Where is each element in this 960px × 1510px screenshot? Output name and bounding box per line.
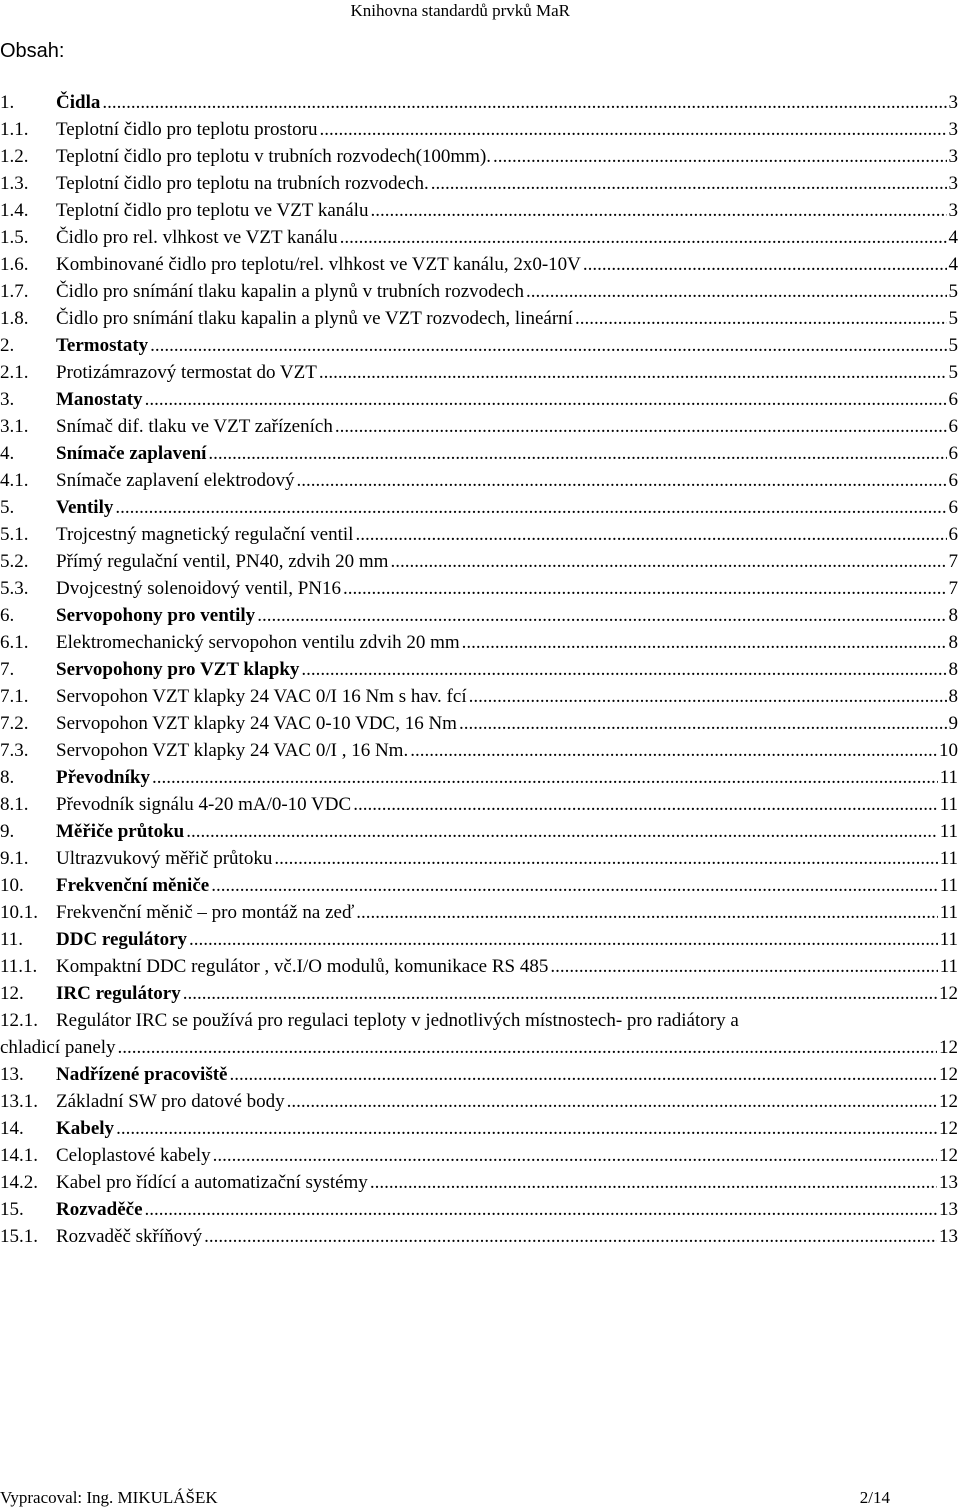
toc-leader-dots — [355, 521, 946, 548]
toc-leader-dots — [274, 845, 937, 872]
toc-number: 2.1. — [0, 362, 29, 383]
toc-title: Kabel pro řídící a automatizační systémy — [56, 1172, 368, 1193]
toc-row[interactable] — [0, 359, 960, 386]
toc-row[interactable] — [0, 1007, 960, 1034]
toc-number: 14.1. — [0, 1145, 38, 1166]
toc-leader-dots — [353, 791, 938, 818]
toc-page-number: 10 — [939, 740, 958, 761]
toc-row[interactable] — [0, 1142, 960, 1169]
toc-page-number: 8 — [948, 659, 958, 680]
toc-row[interactable] — [0, 332, 960, 359]
toc-page-number: 5 — [948, 308, 958, 329]
toc-page-number: 8 — [948, 686, 958, 707]
toc-title: Dvojcestný solenoidový ventil, PN16 — [56, 578, 341, 599]
toc-row[interactable] — [0, 1115, 960, 1142]
toc-row[interactable] — [0, 980, 960, 1007]
toc-title: Čidlo pro rel. vlhkost ve VZT kanálu — [56, 227, 338, 248]
toc-page-number: 8 — [948, 632, 958, 653]
toc-row[interactable] — [0, 413, 960, 440]
toc-page-number: 12 — [939, 1145, 958, 1166]
toc-title: DDC regulátory — [56, 929, 188, 950]
toc-page-number: 11 — [939, 875, 958, 896]
toc-page-number: 8 — [948, 605, 958, 626]
toc-number: 1.3. — [0, 173, 29, 194]
toc-leader-dots — [189, 926, 938, 953]
toc-title: Servopohon VZT klapky 24 VAC 0/I , 16 Nm. — [56, 740, 409, 761]
toc-leader-dots — [115, 494, 946, 521]
toc-page-number: 3 — [948, 200, 958, 221]
toc-page-number: 7 — [948, 551, 958, 572]
toc-row[interactable] — [0, 818, 960, 845]
toc-number: 14.2. — [0, 1172, 38, 1193]
toc-row[interactable] — [0, 737, 960, 764]
toc-row[interactable] — [0, 197, 960, 224]
toc-row[interactable] — [0, 1088, 960, 1115]
toc-row[interactable] — [0, 1196, 960, 1223]
toc-leader-dots — [526, 278, 946, 305]
toc-title: Trojcestný magnetický regulační ventil — [56, 524, 354, 545]
toc-leader-dots — [208, 440, 946, 467]
toc-page-number: 7 — [948, 578, 958, 599]
toc-leader-dots — [319, 116, 946, 143]
toc-row[interactable] — [0, 899, 960, 926]
toc-title-continuation: chladicí panely — [0, 1037, 116, 1058]
toc-number: 6. — [0, 605, 15, 626]
toc-number: 8. — [0, 767, 15, 788]
toc-number: 3.1. — [0, 416, 29, 437]
toc-page-number: 11 — [939, 848, 958, 869]
toc-page-number: 11 — [939, 956, 958, 977]
toc-leader-dots — [431, 170, 947, 197]
toc-leader-dots — [462, 629, 947, 656]
toc-title: Převodníky — [56, 767, 150, 788]
toc-row[interactable] — [0, 1061, 960, 1088]
toc-leader-dots — [152, 764, 938, 791]
toc-page-number: 11 — [939, 794, 958, 815]
table-of-contents — [0, 89, 960, 1250]
toc-title: Protizámrazový termostat do VZT — [56, 362, 317, 383]
toc-leader-dots — [370, 197, 946, 224]
toc-title: Snímače zaplavení — [56, 443, 207, 464]
toc-number: 6.1. — [0, 632, 29, 653]
toc-number: 1.6. — [0, 254, 29, 275]
toc-row[interactable] — [0, 305, 960, 332]
toc-row[interactable] — [0, 791, 960, 818]
toc-leader-dots — [459, 710, 947, 737]
toc-leader-dots — [116, 1115, 937, 1142]
toc-number: 11.1. — [0, 956, 38, 977]
toc-number: 15.1. — [0, 1226, 38, 1247]
toc-row[interactable] — [0, 278, 960, 305]
toc-title: Termostaty — [56, 335, 149, 356]
toc-number: 15. — [0, 1199, 24, 1220]
toc-page-number: 12 — [939, 983, 958, 1004]
toc-title: Rozvaděč skříňový — [56, 1226, 203, 1247]
toc-title: Rozvaděče — [56, 1199, 143, 1220]
toc-page-number: 12 — [939, 1037, 958, 1058]
toc-title: IRC regulátory — [56, 983, 181, 1004]
toc-title: Kombinované čidlo pro teplotu/rel. vlhkost ve VZT kanálu, 2x0-10V — [56, 254, 581, 275]
toc-row[interactable] — [0, 143, 960, 170]
toc-row[interactable] — [0, 1223, 960, 1250]
toc-page-number: 6 — [948, 470, 958, 491]
toc-row[interactable] — [0, 467, 960, 494]
toc-row[interactable] — [0, 602, 960, 629]
toc-number: 13.1. — [0, 1091, 38, 1112]
toc-leader-dots — [370, 1169, 937, 1196]
toc-page-number: 4 — [948, 254, 958, 275]
toc-leader-dots — [186, 818, 937, 845]
toc-row[interactable] — [0, 548, 960, 575]
toc-page-number: 3 — [948, 146, 958, 167]
toc-row[interactable] — [0, 440, 960, 467]
toc-leader-dots — [229, 1061, 937, 1088]
toc-number: 12. — [0, 983, 24, 1004]
toc-page-number: 6 — [948, 416, 958, 437]
toc-title: Kompaktní DDC regulátor , vč.I/O modulů, komunikace RS 485 — [56, 956, 549, 977]
toc-number: 1.1. — [0, 119, 29, 140]
toc-title: Teplotní čidlo pro teplotu prostoru — [56, 119, 318, 140]
toc-page-number: 12 — [939, 1064, 958, 1085]
toc-number: 9.1. — [0, 848, 29, 869]
toc-title: Servopohon VZT klapky 24 VAC 0/I 16 Nm s hav. fcí — [56, 686, 467, 707]
toc-leader-dots — [583, 251, 947, 278]
toc-page-number: 11 — [939, 929, 958, 950]
toc-title: Základní SW pro datové body — [56, 1091, 285, 1112]
toc-page-number: 6 — [948, 524, 958, 545]
toc-number: 1.4. — [0, 200, 29, 221]
toc-title: Přímý regulační ventil, PN40, zdvih 20 mm — [56, 551, 389, 572]
toc-leader-dots — [145, 386, 947, 413]
toc-page-number: 4 — [948, 227, 958, 248]
toc-row[interactable] — [0, 683, 960, 710]
toc-page-number: 13 — [939, 1226, 958, 1247]
toc-number: 4.1. — [0, 470, 29, 491]
toc-number: 2. — [0, 335, 15, 356]
toc-title: Ventily — [56, 497, 114, 518]
toc-leader-dots — [575, 305, 947, 332]
toc-leader-dots — [118, 1034, 937, 1061]
toc-leader-dots — [356, 899, 937, 926]
toc-title: Čidla — [56, 92, 101, 113]
toc-leader-dots — [296, 467, 946, 494]
toc-leader-dots — [102, 89, 946, 116]
toc-title: Servopohony pro ventily — [56, 605, 256, 626]
toc-title: Manostaty — [56, 389, 143, 410]
toc-row[interactable] — [0, 224, 960, 251]
toc-number: 5.3. — [0, 578, 29, 599]
toc-title: Frekvenční měnič – pro montáž na zeď — [56, 902, 355, 923]
toc-leader-dots — [287, 1088, 937, 1115]
toc-leader-dots — [410, 737, 937, 764]
toc-leader-dots — [343, 575, 947, 602]
toc-leader-dots — [213, 1142, 937, 1169]
toc-title: Ultrazvukový měřič průtoku — [56, 848, 273, 869]
toc-page-number: 6 — [948, 443, 958, 464]
toc-row[interactable] — [0, 170, 960, 197]
toc-number: 5.1. — [0, 524, 29, 545]
toc-page-number: 3 — [948, 92, 958, 113]
toc-number: 8.1. — [0, 794, 29, 815]
toc-number: 13. — [0, 1064, 24, 1085]
toc-leader-dots — [183, 980, 937, 1007]
toc-row[interactable] — [0, 575, 960, 602]
toc-title: Teplotní čidlo pro teplotu ve VZT kanálu — [56, 200, 369, 221]
toc-title: Regulátor IRC se používá pro regulaci teploty v jednotlivých místnostech- pro radiátory a — [56, 1010, 739, 1031]
toc-leader-dots — [301, 656, 946, 683]
toc-title: Měřiče průtoku — [56, 821, 185, 842]
toc-row[interactable] — [0, 764, 960, 791]
toc-number: 7.2. — [0, 713, 29, 734]
toc-page-number: 5 — [948, 362, 958, 383]
toc-number: 1.5. — [0, 227, 29, 248]
toc-number: 14. — [0, 1118, 24, 1139]
toc-row[interactable] — [0, 629, 960, 656]
toc-number: 1.2. — [0, 146, 29, 167]
footer-page-number: 2/14 — [859, 1488, 890, 1507]
toc-row[interactable] — [0, 656, 960, 683]
contents-title: Obsah: — [0, 40, 65, 62]
toc-row[interactable] — [0, 926, 960, 953]
footer-author: Vypracoval: Ing. MIKULÁŠEK — [0, 1488, 218, 1507]
toc-leader-dots — [319, 359, 947, 386]
toc-page-number: 13 — [939, 1172, 958, 1193]
toc-page-number: 6 — [948, 497, 958, 518]
toc-number: 5.2. — [0, 551, 29, 572]
toc-row[interactable] — [0, 872, 960, 899]
toc-title: Servopohon VZT klapky 24 VAC 0-10 VDC, 16 Nm — [56, 713, 457, 734]
header-title: Knihovna standardů prvků MaR — [350, 1, 570, 20]
toc-row[interactable] — [0, 521, 960, 548]
toc-title: Nadřízené pracoviště — [56, 1064, 228, 1085]
toc-row-continuation[interactable] — [0, 1034, 960, 1061]
toc-row[interactable] — [0, 89, 960, 116]
toc-page-number: 3 — [948, 119, 958, 140]
toc-page-number: 5 — [948, 281, 958, 302]
toc-leader-dots — [335, 413, 947, 440]
toc-page-number: 3 — [948, 173, 958, 194]
toc-page-number: 5 — [948, 335, 958, 356]
toc-number: 10.1. — [0, 902, 38, 923]
toc-number: 7.1. — [0, 686, 29, 707]
toc-number: 11. — [0, 929, 24, 950]
toc-title: Snímače zaplavení elektrodový — [56, 470, 295, 491]
toc-title: Čidlo pro snímání tlaku kapalin a plynů ve VZT rozvodech, lineární — [56, 308, 573, 329]
toc-page-number: 12 — [939, 1091, 958, 1112]
toc-page-number: 9 — [948, 713, 958, 734]
toc-row[interactable] — [0, 386, 960, 413]
toc-number: 3. — [0, 389, 15, 410]
toc-leader-dots — [204, 1223, 937, 1250]
toc-leader-dots — [211, 872, 938, 899]
toc-leader-dots — [340, 224, 947, 251]
toc-title: Teplotní čidlo pro teplotu v trubních rozvodech(100mm). — [56, 146, 492, 167]
toc-leader-dots — [145, 1196, 937, 1223]
toc-row[interactable] — [0, 845, 960, 872]
toc-page-number: 11 — [939, 821, 958, 842]
toc-title: Celoplastové kabely — [56, 1145, 211, 1166]
toc-title: Čidlo pro snímání tlaku kapalin a plynů v trubních rozvodech — [56, 281, 525, 302]
toc-title: Servopohony pro VZT klapky — [56, 659, 300, 680]
toc-leader-dots — [550, 953, 937, 980]
toc-page-number: 11 — [939, 767, 958, 788]
toc-row[interactable] — [0, 116, 960, 143]
toc-number: 9. — [0, 821, 15, 842]
toc-leader-dots — [257, 602, 946, 629]
toc-leader-dots — [493, 143, 946, 170]
toc-row[interactable] — [0, 494, 960, 521]
toc-title: Elektromechanický servopohon ventilu zdvih 20 mm — [56, 632, 460, 653]
toc-page-number: 13 — [939, 1199, 958, 1220]
toc-row[interactable] — [0, 953, 960, 980]
toc-title: Snímač dif. tlaku ve VZT zařízeních — [56, 416, 333, 437]
toc-number: 1.7. — [0, 281, 29, 302]
toc-row[interactable] — [0, 251, 960, 278]
toc-number: 1. — [0, 92, 15, 113]
toc-number: 12.1. — [0, 1010, 38, 1031]
toc-title: Kabely — [56, 1118, 115, 1139]
toc-row[interactable] — [0, 1169, 960, 1196]
toc-number: 7. — [0, 659, 15, 680]
toc-number: 5. — [0, 497, 15, 518]
toc-number: 1.8. — [0, 308, 29, 329]
toc-page-number: 11 — [939, 902, 958, 923]
toc-title: Teplotní čidlo pro teplotu na trubních rozvodech. — [56, 173, 429, 194]
toc-number: 4. — [0, 443, 15, 464]
toc-title: Převodník signálu 4-20 mA/0-10 VDC — [56, 794, 352, 815]
toc-number: 7.3. — [0, 740, 29, 761]
toc-leader-dots — [390, 548, 946, 575]
toc-leader-dots — [469, 683, 947, 710]
toc-row[interactable] — [0, 710, 960, 737]
toc-page-number: 6 — [948, 389, 958, 410]
toc-leader-dots — [150, 332, 946, 359]
toc-number: 10. — [0, 875, 24, 896]
toc-title: Frekvenční měniče — [56, 875, 210, 896]
toc-page-number: 12 — [939, 1118, 958, 1139]
